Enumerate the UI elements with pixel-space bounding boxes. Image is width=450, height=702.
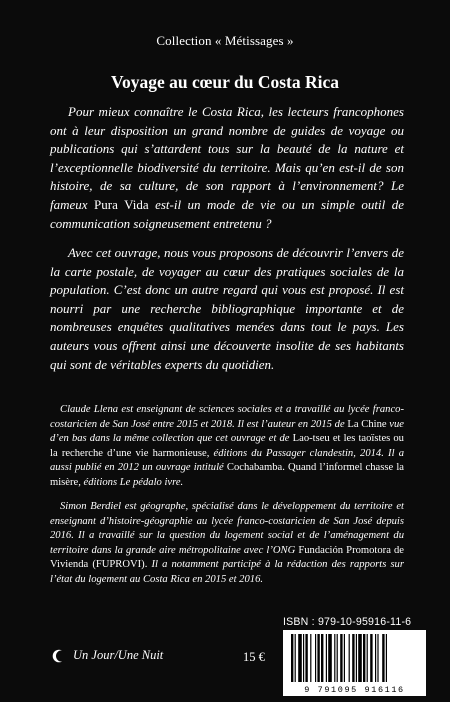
barcode-bar (328, 634, 332, 682)
book-ref-text: La Chine (347, 418, 387, 430)
barcode-bar (382, 634, 384, 682)
barcode-bar (295, 634, 296, 682)
blurb-text: Avec cet ouvrage, nous vous proposons de découvrir l’envers de la carte postale, de voyager au cœur des pratiques sociales de la population. C’est donc un autre regard qui vous est proposé. Il est nourri par une recherche bibliographique importante et de nombreuses enquêtes qualitatives menées dans tout le pays. Les auteurs vous offrent ainsi une découverte insolite de ses habitants qui sont de véritables experts du quotidien. (50, 245, 404, 372)
barcode-digits: 9 791095 916116 (304, 685, 405, 695)
publisher-name: Un Jour/Une Nuit (73, 648, 164, 662)
barcode-bar (363, 634, 365, 682)
blurb-paragraph-2 (50, 244, 404, 374)
barcode-bar (356, 634, 357, 682)
barcode-bar (386, 634, 387, 682)
price: 15 € (243, 650, 265, 664)
bio-text: vue d’en bas (50, 418, 404, 445)
barcode-bar (349, 634, 350, 682)
bio-text: Claude Llena est enseignant de sciences sociales et a travaillé au lycée franco-costaricien de San José entre 2015 et 2018. Il est l’auteur en 2015 de (50, 404, 404, 430)
barcode-bar (321, 634, 323, 682)
bio-text: éditions Le pédalo ivre. (83, 476, 184, 488)
bio-text: Simon Berdiel est géographe, spécialisé dans le développement du territoire et enseignant d’histoire-géographie au lycée franco-costaricien de San José depuis 2016. Il a travaillé sur la question du logement social et de l’aménagement du territoire dans la grande aire métropolitaine avec l’ONG (50, 501, 404, 556)
publisher (52, 648, 163, 663)
barcode-bar (377, 634, 378, 682)
blurb-text: est-il un mode de vie ou un simple outil de communication soigneusement entretenu ? (50, 196, 404, 231)
barcode-bar (358, 634, 362, 682)
barcode-bar (303, 634, 304, 682)
bio-text: éditions du Passager clandestin, 2014. Il a aussi publié en 2012 un ouvrage intitulé (50, 447, 404, 474)
collection-name: Collection « Métissages » (156, 33, 294, 48)
barcode-bar (370, 634, 372, 682)
barcode-bar (375, 634, 376, 682)
barcode-bar (298, 634, 302, 682)
barcode-bar (315, 634, 316, 682)
barcode-bar (317, 634, 319, 682)
barcode-bar (367, 634, 368, 682)
bio-text: dans la même collection que cet ouvrage et de (89, 433, 293, 445)
barcode-bar (344, 634, 345, 682)
barcode-bar (337, 634, 338, 682)
book-title: Voyage au cœur du Costa Rica (110, 72, 339, 92)
barcode-bar (352, 634, 354, 682)
barcode-bar (291, 634, 293, 682)
blurb-text: Pour mieux connaître le Costa Rica, les lecteurs francophones ont à leur disposition un grand nombre de guides de voyage ou publications qui s’attardent tous sur la beauté de la nature et l’exceptionnelle biodiversité du territoire. Mais qu’en est-il de son histoire, de sa culture, de son rapport à l’environnement? Le fameux (50, 104, 404, 212)
barcode-bar (326, 634, 327, 682)
barcode-bar (310, 634, 311, 682)
isbn: ISBN : 979-10-95916-11-6 (283, 616, 412, 628)
author-bio-claude-llena (50, 403, 404, 491)
blurb-paragraph-1 (50, 103, 404, 233)
barcode-bars (283, 630, 426, 686)
barcode-bar (334, 634, 335, 682)
barcode-bar (340, 634, 342, 682)
bio-text: Il a notamment participé à la rédaction des rapports sur l’état du logement au Costa Rica en 2015 et 2016. (50, 559, 404, 585)
barcode-bar (305, 634, 307, 682)
book-ref-text: Lao-tseu et les taoïstes ou la recherche d’une vie harmonieuse, (50, 433, 404, 459)
crescent-moon-logo-icon (52, 649, 66, 663)
pura-vida-text: Pura Vida (94, 196, 149, 212)
organization-text: Fundación Promotora de Vivienda (FUPROVI). (50, 544, 404, 571)
barcode (283, 630, 426, 696)
author-bio-simon-berdiel (50, 500, 404, 588)
book-ref-text: Cochabamba. Quand l’informel chasse la misère, (50, 462, 405, 488)
